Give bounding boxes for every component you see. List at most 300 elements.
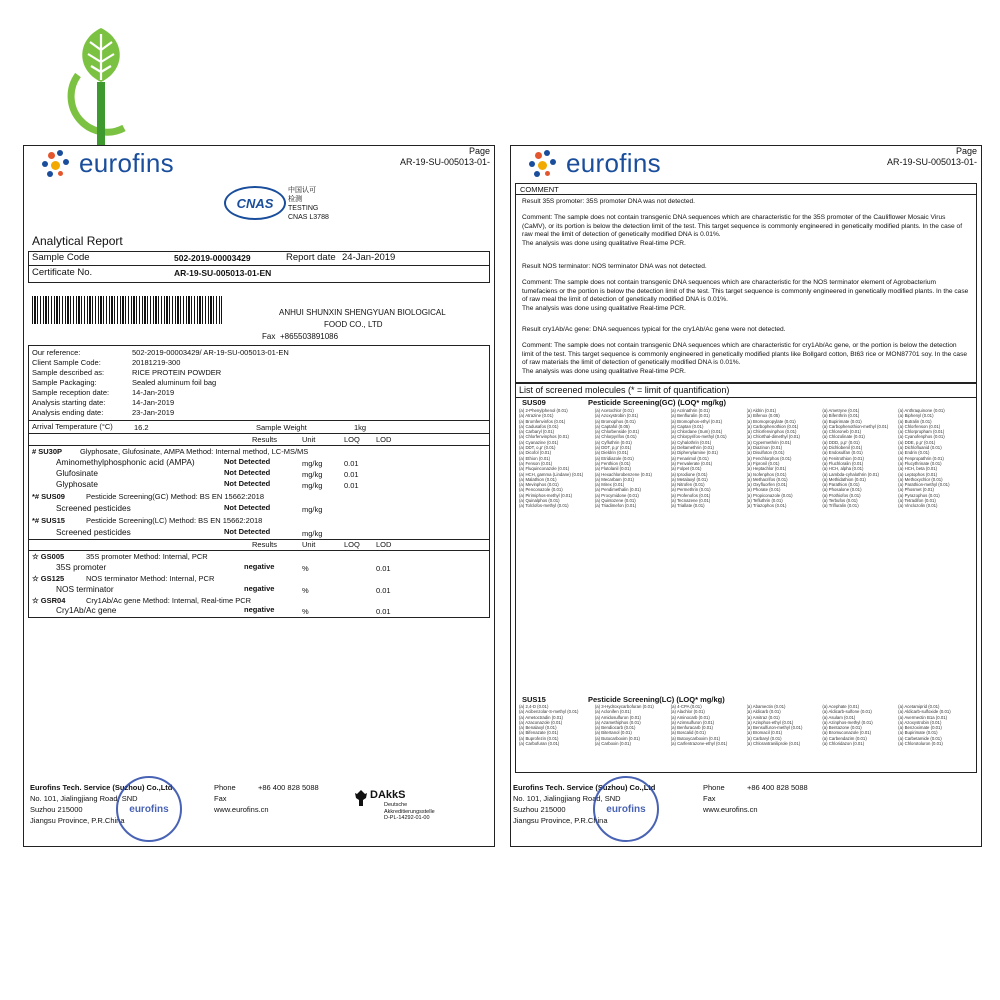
molecule-item: (a) Azinphos-ethyl (0.01) — [746, 719, 794, 725]
molecule-item: (a) Phorate (0.01) — [746, 487, 781, 493]
comment-nos: Comment: The sample does not contain transgenic DNA sequences which are characteristic for the NOS terminator element of Agrobacterium tumefaciens or the portion is below the detection limit of the test. This target sequence is commonly engineered in genetically modified plants. In the case of raw meal the limit of detection of genetically modified DNA is 0.01%. The analysis was done using qualitative Real-time PCR. — [522, 279, 969, 312]
molecule-item: (a) Methidathion (0.01) — [822, 476, 866, 482]
molecule-item: (a) DDT, p,p' (0.01) — [594, 445, 632, 451]
molecule-item: (a) Pendimethalin (0.01) — [594, 487, 641, 493]
detail-value: 20181219-300 — [132, 358, 181, 367]
molecule-item: (a) Penconazole (0.01) — [519, 487, 563, 493]
analyte-name: Aminomethylphosphonic acid (AMPA) — [56, 457, 195, 467]
screened-molecules-box — [515, 383, 977, 773]
detail-label: Our reference: — [32, 348, 81, 357]
molecule-item: (a) Cyhalothrin (0.01) — [670, 439, 712, 445]
sus09-title: Pesticide Screening(GC) (LOQ* mg/kg) — [588, 398, 726, 407]
gmo-lod: 0.01 — [376, 586, 391, 595]
detail-label: Sample described as: — [32, 368, 105, 377]
molecule-item: (a) Bifenthrin (0.01) — [822, 413, 860, 419]
molecule-item: (a) Acrinathrin (0.01) — [670, 408, 710, 413]
molecule-item: (a) Lambda-cyhalothrin (0.01) — [822, 471, 879, 477]
footer-address-2: Suzhou 215000 — [513, 805, 566, 814]
molecule-item: (a) Chlorthal-dimethyl (0.01) — [746, 434, 800, 440]
sample-details — [32, 348, 472, 418]
detail-value: 23-Jan-2019 — [132, 408, 175, 417]
sus15-code: *# SUS15 — [32, 516, 65, 525]
molecule-item: (a) Metalaxyl (0.01) — [670, 476, 708, 482]
sus15-result: Not Detected — [224, 527, 271, 536]
molecule-item: (a) Disulfoton (0.01) — [746, 450, 785, 456]
molecule-item: (a) Chlorfenvinphos (0.01) — [746, 429, 797, 435]
footer-address-1: No. 101, Jialingjiang Road, SND — [513, 794, 621, 803]
molecule-item: (a) Profenofos (0.01) — [670, 492, 711, 498]
eurofins-dots-icon — [42, 150, 76, 178]
gmo-code: ☆ GSR04 — [32, 596, 66, 605]
footer-web: www.eurofins.cn — [214, 805, 269, 814]
sus15-unit: mg/kg — [302, 529, 323, 538]
molecule-item: (a) Bromophos (0.01) — [594, 418, 636, 424]
col-lod: LOD — [376, 435, 392, 444]
molecule-item: (a) Hexachlorobenzene (0.01) — [594, 471, 652, 477]
molecule-item: (a) Dichlofluanid (0.01) — [898, 445, 942, 451]
molecule-item: (a) Terbufos (0.01) — [822, 498, 858, 504]
molecule-item: (a) Boscalid (0.01) — [670, 730, 706, 736]
analyte-loq: 0.01 — [344, 481, 359, 490]
eurofins-logo — [42, 148, 174, 179]
molecule-item: (a) Azamethiphos (0.01) — [594, 719, 641, 725]
molecule-item: (a) Quintozene (0.01) — [594, 498, 636, 504]
certificate-no: AR-19-SU-005013-01-EN — [174, 268, 272, 278]
eurofins-logo-2 — [529, 148, 661, 179]
molecule-item: (a) Azinphos-methyl (0.01) — [822, 719, 873, 725]
molecule-item: (a) Chlorfenson (0.01) — [898, 423, 941, 429]
brand-name: eurofins — [79, 148, 174, 178]
molecule-item: (a) Butoxycarboxim (0.01) — [670, 735, 721, 741]
sus15-code-2: SUS15 — [522, 695, 546, 704]
molecules-title: List of screened molecules (* = limit of quantification) — [519, 385, 730, 395]
report-page-1 — [23, 145, 495, 847]
molecule-item: (a) Nitrofen (0.01) — [670, 482, 705, 488]
analyte-result: Not Detected — [224, 468, 271, 477]
molecule-item: (a) 2-Phenylphenol (0.01) — [519, 408, 568, 413]
client-line2: FOOD CO., LTD — [324, 320, 383, 329]
detail-label: Sample reception date: — [32, 388, 110, 397]
sample-code: 502-2019-00003429 — [174, 253, 251, 263]
page-header-info-2 — [887, 146, 977, 168]
footer-address-3: Jiangsu Province, P.R.China — [513, 816, 608, 825]
comment-cry-result: Result cry1Ab/Ac gene: DNA sequences typical for the cry1Ab/Ac gene were not detected. — [522, 326, 786, 333]
analyte-loq: 0.01 — [344, 459, 359, 468]
detail-label: Analysis starting date: — [32, 398, 106, 407]
molecule-item: (a) Triazophos (0.01) — [746, 503, 787, 509]
cnas-text-4: CNAS L3788 — [288, 214, 329, 221]
molecule-item: (a) Chlorbenside (0.01) — [594, 429, 640, 435]
cnas-logo: CNAS — [224, 186, 286, 220]
report-page-2 — [510, 145, 982, 847]
gmo-name: Cry1Ab/Ac gene — [56, 605, 117, 615]
detail-value: 502-2019-00003429/ AR-19-SU-005013-01-EN — [132, 348, 289, 357]
footer-phone: +86 400 828 5088 — [747, 783, 808, 792]
molecule-item: (a) Fenitrothion (0.01) — [822, 455, 864, 461]
molecule-item: (a) Bifenazate (0.01) — [519, 730, 559, 736]
molecule-item: (a) Triallate (0.01) — [670, 503, 705, 509]
molecule-item: (a) Oxyfluorfen (0.01) — [746, 482, 788, 488]
footer-address-3: Jiangsu Province, P.R.China — [30, 816, 125, 825]
gmo-desc: Cry1Ab/Ac gene Method: Internal, Real-time PCR — [86, 596, 252, 605]
molecule-item: (a) Acephate (0.01) — [822, 704, 860, 709]
molecule-item: (a) Carbendazim (0.01) — [822, 735, 867, 741]
molecule-item: (a) Diazinon (0.01) — [746, 445, 783, 451]
molecule-item: (a) Triadimefon (0.01) — [594, 503, 637, 509]
molecule-item: (a) Chlorotoluron (0.01) — [898, 741, 943, 747]
cnas-text-3: TESTING — [288, 205, 319, 212]
footer-contact — [214, 782, 319, 815]
comment-35s: Comment: The sample does not contain transgenic DNA sequences which are characteristic for the 35S promoter of the Cauliflower Mosaic Virus (CaMV), or its portion is below the detection limit of the test. This target sequence is commonly engineered in genetically modified plants. In the case of raw meal the limit of detection of genetically modified DNA is 0.01%. The analysis was done using qualitative Real-time PCR. — [522, 214, 963, 247]
official-stamp-2: eurofins — [593, 776, 659, 842]
molecule-item: (a) Cyanazine (0.01) — [519, 439, 559, 445]
molecule-item: (a) Butocarboxim (0.01) — [594, 735, 640, 741]
molecule-item: (a) Avermectin B1a (0.01) — [898, 714, 948, 720]
analyte-unit: mg/kg — [302, 459, 323, 468]
molecule-item: (a) 4-CPA (0.01) — [670, 704, 702, 709]
sus09-code-2: SUS09 — [522, 398, 546, 407]
molecule-item: (a) Fenpropathrin (0.01) — [898, 455, 944, 461]
arrival-temp-value: 16.2 — [134, 423, 149, 432]
molecule-item: (a) Dichlobenil (0.01) — [822, 445, 863, 451]
molecule-item: (a) Aldicarb-sulfoxide (0.01) — [898, 709, 951, 715]
molecule-item: (a) Carfentrazone-ethyl (0.01) — [670, 741, 728, 747]
molecule-item: (a) Amidosulfuron (0.01) — [594, 714, 641, 720]
molecule-item: (a) Trifluralin (0.01) — [822, 503, 859, 509]
footer-company: Eurofins Tech. Service (Suzhou) Co.,Ltd — [513, 783, 656, 792]
page-title: Analytical Report — [32, 234, 123, 248]
detail-label: Client Sample Code: — [32, 358, 101, 367]
molecule-item: (a) Bromfenvinfos (0.01) — [519, 418, 566, 424]
gmo-code: ☆ GS125 — [32, 574, 65, 583]
gmo-code: ☆ GS005 — [32, 552, 65, 561]
molecule-item: (a) Mevinphos (0.01) — [519, 482, 559, 488]
official-stamp: eurofins — [116, 776, 182, 842]
molecule-item: (a) Asulam (0.01) — [822, 714, 856, 720]
molecule-item: (a) Dieldrin (0.01) — [594, 450, 629, 456]
cnas-mark — [224, 186, 329, 221]
comment-nos-result: Result NOS terminator: NOS terminator DNA was not detected. — [522, 263, 707, 270]
molecule-item: (a) Prothiofos (0.01) — [822, 492, 861, 498]
col-loq: LOQ — [344, 435, 360, 444]
molecule-item: (a) Acetochlor (0.01) — [594, 408, 634, 413]
dakks-eagle-icon — [354, 789, 368, 807]
molecule-item: (a) Azaconazole (0.01) — [519, 719, 563, 725]
molecule-item: (a) Cyfluthrin (0.01) — [594, 439, 632, 445]
sample-info-box — [28, 251, 490, 283]
footer-contact-2 — [703, 782, 808, 815]
molecule-item: (a) Captafol (0.05) — [594, 423, 630, 429]
molecule-item: (a) Carbetamide (0.01) — [898, 735, 942, 741]
molecule-item: (a) Alachlor (0.01) — [670, 709, 705, 715]
dakks-sub-1: Deutsche — [384, 802, 408, 808]
molecule-item: (a) HCH, gamma (Lindane) (0.01) — [519, 471, 584, 477]
molecule-item: (a) Chlorantraniliprole (0.01) — [746, 741, 801, 747]
molecule-item: (a) Carbophenothion-methyl (0.01) — [822, 423, 889, 429]
certificate-label: Certificate No. — [32, 267, 93, 278]
gmo-unit: % — [302, 607, 309, 616]
sus15-name: Screened pesticides — [56, 527, 131, 537]
molecule-item: (a) Bromuconazole (0.01) — [822, 730, 872, 736]
molecule-item: (a) Azimsulfuron (0.01) — [670, 719, 715, 725]
molecule-item: (a) Leptophos (0.01) — [898, 471, 938, 477]
molecule-item: (a) Aminocarb (0.01) — [670, 714, 710, 720]
gmo-desc: NOS terminator Method: Internal, PCR — [86, 574, 215, 583]
molecule-item: (a) Bifenox (0.05) — [746, 413, 780, 419]
molecule-item: (a) Bupirimate (0.01) — [898, 730, 938, 736]
molecule-item: (a) Vinclozolin (0.01) — [898, 503, 938, 509]
molecule-item: (a) Fenarimol (0.01) — [670, 455, 709, 461]
molecule-item: (a) Biphenyl (0.01) — [898, 413, 934, 419]
molecule-item: (a) Carbaryl (0.01) — [519, 429, 555, 435]
molecule-item: (a) Bromophos-ethyl (0.01) — [670, 418, 723, 424]
molecule-item: (a) Captan (0.01) — [670, 423, 704, 429]
detail-value: RICE PROTEIN POWDER — [132, 368, 222, 377]
molecule-item: (a) Cadusafos (0.01) — [519, 423, 559, 429]
molecule-item: (a) HCH, alpha (0.01) — [822, 466, 864, 472]
molecule-item: (a) 3-Hydroxycarbofuran (0.01) — [594, 704, 654, 709]
molecule-item: (a) Amitraz (0.01) — [746, 714, 780, 720]
dakks-name: DAkkS — [370, 789, 406, 801]
gmo-result: negative — [244, 562, 275, 571]
cnas-text-1: 中国认可 — [288, 187, 316, 194]
col-results-2: Results — [252, 540, 278, 549]
molecule-item: (a) Aldrin (0.01) — [746, 408, 777, 413]
molecule-item: (a) Phosalone (0.01) — [822, 487, 862, 493]
analyte-name: Glyphosate — [56, 479, 98, 489]
molecule-item: (a) Dicofol (0.01) — [519, 450, 551, 456]
sus09-molecule-grid — [519, 408, 971, 509]
molecule-item: (a) Ethion (0.01) — [519, 455, 551, 461]
molecule-item: (a) Abamectin (0.01) — [746, 704, 786, 709]
molecule-item: (a) Carbofuran (0.01) — [519, 741, 560, 747]
molecule-item: (a) Buprofezin (0.01) — [519, 735, 559, 741]
molecule-item: (a) Anthraquinone (0.01) — [898, 408, 945, 413]
molecule-item: (a) Aclonifen (0.01) — [594, 709, 632, 715]
sample-weight-value: 1kg — [354, 423, 367, 432]
molecule-item: (a) Procymidone (0.01) — [594, 492, 639, 498]
page-header-info — [400, 146, 490, 168]
sus09-code: *# SUS09 — [32, 492, 65, 501]
client-fax: +865503891086 — [280, 332, 339, 341]
footer-address-1: No. 101, Jialingjiang Road, SND — [30, 794, 138, 803]
report-number-2: AR-19-SU-005013-01- — [886, 157, 977, 167]
molecule-item: (a) Benalaxyl (0.01) — [519, 725, 557, 731]
molecule-item: (a) Carbophenothion (0.01) — [746, 423, 799, 429]
molecule-item: (a) Fipronil (0.01) — [746, 460, 780, 466]
molecule-item: (a) Azoxystrobin (0.01) — [594, 413, 639, 419]
col-loq-2: LOQ — [344, 540, 360, 549]
molecule-item: (a) Fenthion (0.01) — [594, 460, 631, 466]
footer-address-2: Suzhou 215000 — [30, 805, 83, 814]
molecule-item: (a) Carbaryl (0.01) — [746, 735, 782, 741]
footer-fax-label: Fax — [214, 794, 227, 803]
molecule-item: (a) Fenson (0.01) — [519, 460, 553, 466]
report-date-label: Report date — [286, 252, 336, 263]
detail-label: Analysis ending date: — [32, 408, 104, 417]
molecule-item: (a) Isofenphos (0.01) — [746, 471, 787, 477]
molecule-item: (a) Atrazine (0.01) — [519, 413, 554, 419]
molecule-item: (a) Etridiazole (0.01) — [594, 455, 634, 461]
sus30p-desc: Glyphosate, Glufosinate, AMPA Method: Internal method, LC-MS/MS — [80, 447, 309, 456]
detail-label: Sample Packaging: — [32, 378, 97, 387]
detail-value: Sealed aluminum foil bag — [132, 378, 217, 387]
molecule-item: (a) Chlozolinate (0.01) — [822, 434, 865, 440]
comment-cry: Comment: The sample does not contain transgenic DNA sequences which are characteristic for cry1Ab/Ac gene, or the portion is below the detection limit of the test. This target sequence is commonly engineered in genetically modified plants like Bollgard cotton, Bt63 rice or MON87701 soy. In the case of raw materials the limit of detection of genetically modified DNA is 0.01%. The analysis was done using qualitative Real-time PCR. — [522, 342, 968, 375]
molecule-item: (a) Phosmet (0.01) — [898, 487, 934, 493]
molecule-item: (a) Benzoximate (0.01) — [898, 725, 942, 731]
page-label: Page — [468, 146, 490, 156]
report-date: 24-Jan-2019 — [342, 252, 396, 263]
molecule-item: (a) Quinalphos (0.01) — [519, 498, 560, 504]
molecule-item: (a) Malathion (0.01) — [519, 476, 557, 482]
footer-fax-label: Fax — [703, 794, 716, 803]
molecule-item: (a) Chloridazon (0.01) — [822, 741, 865, 747]
molecule-item: (a) Parathion-methyl (0.01) — [898, 482, 950, 488]
molecule-item: (a) Heptachlor (0.01) — [746, 466, 787, 472]
molecule-item: (a) Benfuracarb (0.01) — [670, 725, 713, 731]
sample-weight-label: Sample Weight — [256, 423, 307, 432]
molecule-item: (a) Diphenylamine (0.01) — [670, 450, 718, 456]
analyte-loq: 0.01 — [344, 470, 359, 479]
comment-title: COMMENT — [520, 185, 559, 194]
molecule-item: (a) Flutolanil (0.01) — [594, 466, 631, 472]
molecule-item: (a) Bromopropylate (0.01) — [746, 418, 796, 424]
sus09-result: Not Detected — [224, 503, 271, 512]
molecule-item: (a) DDD, p,p' (0.01) — [822, 439, 860, 445]
molecule-item: (a) DDE, p,p' (0.01) — [898, 439, 936, 445]
sus09-unit: mg/kg — [302, 505, 323, 514]
molecule-item: (a) Chlorfenvinphos (0.01) — [519, 434, 569, 440]
col-unit-2: Unit — [302, 540, 316, 549]
molecule-item: (a) Carboxin (0.01) — [594, 741, 631, 747]
fax-label: Fax — [262, 332, 276, 341]
molecule-item: (a) Fluquinconazole (0.01) — [519, 466, 570, 472]
gmo-lod: 0.01 — [376, 564, 391, 573]
molecule-item: (a) Methoxychlor (0.01) — [898, 476, 943, 482]
dakks-sub-3: D-PL-14292-01-00 — [384, 815, 430, 821]
molecule-item: (a) DDT, o,p' (0.01) — [519, 445, 556, 451]
molecule-item: (a) Bendiocarb (0.01) — [594, 725, 636, 731]
sus15-desc: Pesticide Screening(LC) Method: BS EN 15662:2018 — [86, 516, 263, 525]
molecule-item: (a) Aldicarb (0.01) — [746, 709, 781, 715]
dakks-sub-2: Akkreditierungsstelle — [384, 808, 435, 815]
gmo-result: negative — [244, 584, 275, 593]
molecule-item: (a) Mecarbam (0.01) — [594, 476, 634, 482]
col-lod-2: LOD — [376, 540, 392, 549]
cnas-text-2: 检测 — [288, 196, 302, 203]
eurofins-dots-icon — [529, 150, 563, 178]
molecule-item: (a) Tolclofos-methyl (0.01) — [519, 503, 569, 509]
molecule-item: (a) Bupirimate (0.01) — [822, 418, 862, 424]
report-number: AR-19-SU-005013-01- — [399, 157, 490, 167]
molecule-item: (a) Pirimiphos-methyl (0.01) — [519, 492, 573, 498]
analyte-result: Not Detected — [224, 479, 271, 488]
molecule-item: (a) Ametryne (0.01) — [822, 408, 860, 413]
molecule-item: (a) Methacrifos (0.01) — [746, 476, 788, 482]
analyte-result: Not Detected — [224, 457, 271, 466]
molecule-item: (a) Endosulfan (0.01) — [822, 450, 863, 456]
molecule-item: (a) Azoxystrobin (0.01) — [898, 719, 942, 725]
col-unit: Unit — [302, 435, 316, 444]
sus09-desc: Pesticide Screening(GC) Method: BS EN 15662:2018 — [86, 492, 265, 501]
footer-web: www.eurofins.cn — [703, 805, 758, 814]
molecule-item: (a) Cyanofenphos (0.01) — [898, 434, 945, 440]
arrival-temp-label: Arrival Temperature (°C) — [32, 422, 113, 431]
molecule-item: (a) Chlorpropham (0.01) — [898, 429, 945, 435]
molecule-item: (a) Parathion (0.01) — [822, 482, 860, 488]
gmo-name: 35S promoter — [56, 562, 107, 572]
molecule-item: (a) Fluchloralin (0.01) — [822, 460, 864, 466]
gmo-desc: 35S promoter Method: Internal, PCR — [86, 552, 208, 561]
gmo-unit: % — [302, 564, 309, 573]
sus15-title: Pesticide Screening(LC) (LOQ* mg/kg) — [588, 695, 725, 704]
brand-name-2: eurofins — [566, 148, 661, 178]
molecule-item: (a) Benfluralin (0.01) — [670, 413, 710, 419]
molecule-item: (a) Flucythrinate (0.01) — [898, 460, 942, 466]
analyte-unit: mg/kg — [302, 470, 323, 479]
footer-phone-label: Phone — [703, 783, 725, 792]
page-label-2: Page — [955, 146, 977, 156]
analyte-name: Glufosinate — [56, 468, 98, 478]
molecule-item: (a) Propiconazole (0.01) — [746, 492, 793, 498]
sus09-name: Screened pesticides — [56, 503, 131, 513]
molecule-item: (a) Butralin (0.01) — [898, 418, 932, 424]
molecule-item: (a) Tetradifon (0.01) — [898, 498, 936, 504]
footer-phone-label: Phone — [214, 783, 236, 792]
molecule-item: (a) Deltamethrin (0.01) — [670, 445, 714, 451]
footer-phone: +86 400 828 5088 — [258, 783, 319, 792]
molecule-item: (a) Chlordane (Sum) (0.01) — [670, 429, 723, 435]
gmo-result: negative — [244, 605, 275, 614]
sus15-molecule-grid — [519, 704, 971, 746]
molecule-item: (a) Fenvalerate (0.01) — [670, 460, 713, 466]
analyte-unit: mg/kg — [302, 481, 323, 490]
molecule-item: (a) Chlorpyrifos-methyl (0.01) — [670, 434, 727, 440]
col-results: Results — [252, 435, 278, 444]
sus30p-code: # SU30P — [32, 447, 63, 456]
molecule-item: (a) Bentazone (0.01) — [822, 725, 862, 731]
molecule-item: (a) Acibenzolar-S-methyl (0.01) — [519, 709, 579, 715]
molecule-item: (a) Chlorpyrifos (0.01) — [594, 434, 637, 440]
molecule-item: (a) Bitertanol (0.01) — [594, 730, 632, 736]
molecule-item: (a) 2,4-D (0.01) — [519, 704, 549, 709]
gmo-name: NOS terminator — [56, 584, 114, 594]
molecule-item: (a) Tecnazene (0.01) — [670, 498, 711, 504]
molecule-item: (a) Tefluthrin (0.01) — [746, 498, 783, 504]
sample-code-label: Sample Code — [32, 252, 90, 263]
molecule-item: (a) Iprodione (0.01) — [670, 471, 708, 477]
molecule-item: (a) Pyrazophos (0.01) — [898, 492, 940, 498]
molecule-item: (a) Bromacil (0.01) — [746, 730, 783, 736]
molecule-item: (a) Bensulfuron-methyl (0.01) — [746, 725, 803, 731]
molecule-item: (a) Endrin (0.01) — [898, 450, 930, 456]
detail-value: 14-Jan-2019 — [132, 388, 175, 397]
molecule-item: (a) Mirex (0.01) — [594, 482, 625, 488]
molecule-item: (a) Permethrin (0.01) — [670, 487, 711, 493]
comment-box — [515, 183, 977, 383]
molecule-item: (a) Folpet (0.01) — [670, 466, 702, 472]
footer-company: Eurofins Tech. Service (Suzhou) Co.,Ltd — [30, 783, 173, 792]
comment-35s-result: Result 35S promoter: 35S promoter DNA was not detected. — [522, 198, 695, 205]
detail-value: 14-Jan-2019 — [132, 398, 175, 407]
molecule-item: (a) Aldicarb-sulfone (0.01) — [822, 709, 872, 715]
molecule-item: (a) HCH, beta (0.01) — [898, 466, 938, 472]
molecule-item: (a) Ametoctradin (0.01) — [519, 714, 563, 720]
barcode — [32, 296, 222, 324]
client-line1: ANHUI SHUNXIN SHENGYUAN BIOLOGICAL — [279, 308, 446, 317]
gmo-lod: 0.01 — [376, 607, 391, 616]
